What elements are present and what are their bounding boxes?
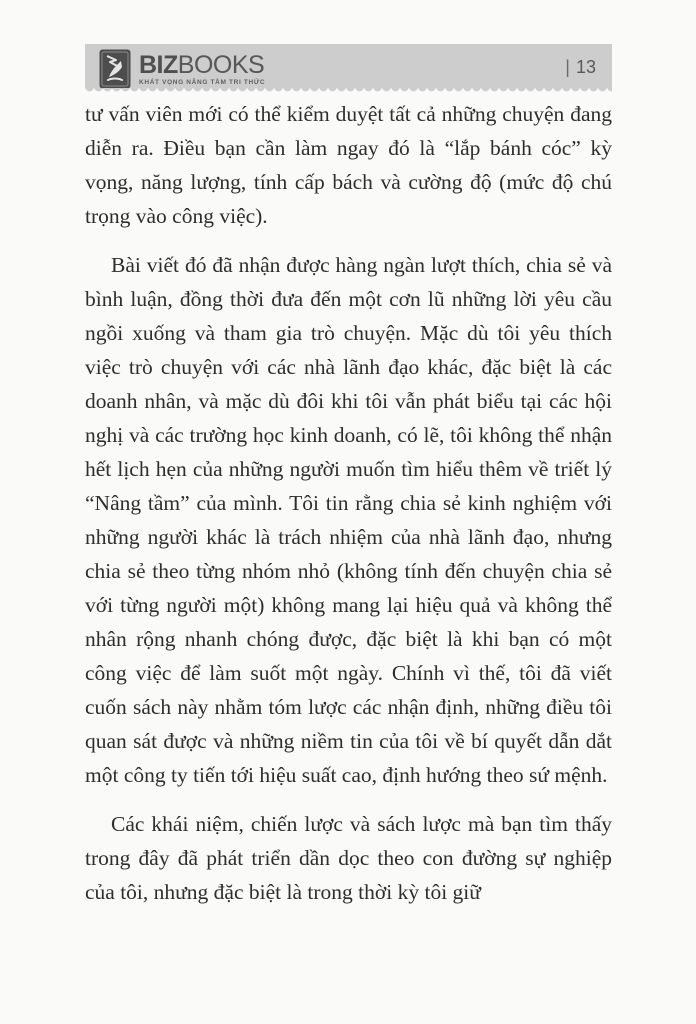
page-number xyxy=(565,57,596,78)
brand-books: BOOKS xyxy=(177,51,265,79)
brand-biz: BIZ xyxy=(139,51,178,79)
brand-name xyxy=(139,51,265,79)
bizbooks-logo xyxy=(99,49,265,89)
page-number-separator: | xyxy=(565,57,570,78)
logo-text xyxy=(139,49,265,86)
paragraph: Các khái niệm, chiến lược và sách lược mà bạn tìm thấy trong đây đã phát triển dần dọc theo con đường sự nghiệp của tôi, nhưng đặc biệt là trong thời kỳ tôi giữ xyxy=(85,812,612,904)
paragraph: tư vấn viên mới có thể kiểm duyệt tất cả những chuyện đang diễn ra. Điều bạn cần làm ngay đó là “lắp bánh cóc” kỳ vọng, năng lượng, tính cấp bách và cường độ (mức độ chú trọng vào công việc). xyxy=(85,102,612,228)
brand-tagline: KHÁT VỌNG NÂNG TẦM TRI THỨC xyxy=(139,79,266,86)
page-number-value: 13 xyxy=(575,57,596,78)
page-body-text xyxy=(85,97,612,924)
paragraph: Bài viết đó đã nhận được hàng ngàn lượt thích, chia sẻ và bình luận, đồng thời đưa đến một cơn lũ những lời yêu cầu ngồi xuống và tham gia trò chuyện. Mặc dù tôi yêu thích việc trò chuyện với các nhà lãnh đạo khác, đặc biệt là các doanh nhân, và mặc dù đôi khi tôi vẫn phát biểu tại các hội nghị và các trường học kinh doanh, có lẽ, tôi không thể nhận hết lịch hẹn của những người muốn tìm hiểu thêm về triết lý “Nâng tầm” của mình. Tôi tin rằng chia sẻ kinh nghiệm với những người khác là trách nhiệm của nhà lãnh đạo, nhưng chia sẻ theo từng nhóm nhỏ (không tính đến chuyện chia sẻ với từng người một) không mang lại hiệu quả và không thể nhân rộng nhanh chóng được, đặc biệt là khi bạn có một công việc để làm suốt một ngày. Chính vì thế, tôi đã viết cuốn sách này nhằm tóm lược các nhận định, những điều tôi quan sát được và những niềm tin của tôi về bí quyết dẫn dắt một công ty tiến tới hiệu suất cao, định hướng theo sứ mệnh. xyxy=(85,253,612,787)
header-bar xyxy=(85,44,612,88)
bizbooks-logo-icon xyxy=(99,49,131,89)
